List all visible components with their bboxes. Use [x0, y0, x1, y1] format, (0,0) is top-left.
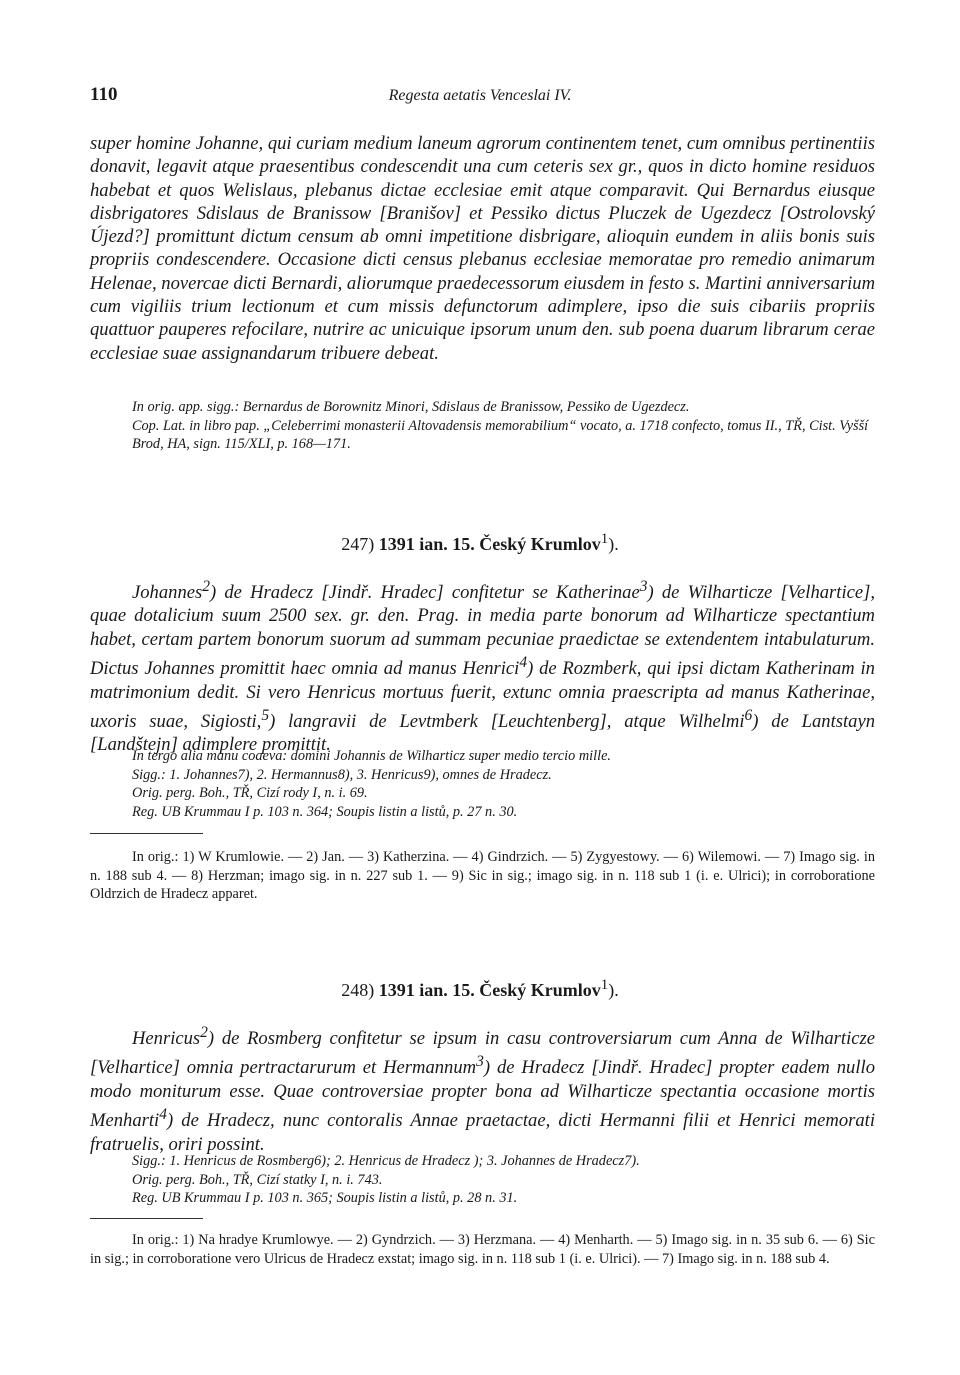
entry-247-footnotes: [90, 848, 875, 904]
entry-248-note-3: Reg. UB Krummau I p. 103 n. 365; Soupis listin a listů, p. 28 n. 31.: [132, 1190, 518, 1207]
entry-248-heading: 248) 1391 ian. 15. Český Krumlov$^1$).: [341, 977, 619, 1000]
entry-247-note-2: Sigg.: 1. Johannes7), 2. Hermannus8), 3. Henricus9), omnes de Hradecz.: [132, 766, 552, 783]
continuation-text: [90, 132, 875, 365]
entry-248-footnotes: [90, 1231, 875, 1268]
page-header: [90, 84, 870, 110]
entry-247-date: 1391 ian. 15. Český Krumlov: [378, 534, 601, 554]
continuation-paragraph: super homine Johanne, qui curiam medium laneum agrorum continentem tenet, cum omnibus pertinentiis donavit, legavit atque praesentibus condescendit una cum ceteris sex gr., quos in dicto homine residuos habebat et quos Welislaus, plebanus dictae ecclesiae emit atque comparavit. Qui Bernardus eiusque disbrigatores Sdislaus de Branissow [Branišov] et Pessiko dictus Pluczek de Ugezdecz [Ostrolovský Újezd?] promittunt dictum censum ab omni impetitione disbrigare, alioquin eundem in aliis bonis suis propriis condescendere. Occasione dicti census plebanus ecclesiae memoratae pro remedio animarum Helenae, novercae dicti Bernardi, aliorumque praedecessorum eiusdem in festo s. Martini anniversarium cum vigiliis trium lectionum et cum missis defunctorum adimplere, ipso die suis cibariis propriis quattuor pauperes refocilare, nutrire ac unicuique ipsorum unum den. sub poena duarum librarum cerae ecclesiae suae assignandarum tribuere debeat.: [90, 133, 875, 364]
footnote-rule-247: [90, 833, 203, 834]
entry-247-note-3: Orig. perg. Boh., TŘ, Cizí rody I, n. i. 69.: [132, 785, 368, 802]
entry-247-note-1: In tergo alia manu coaeva: domini Johannis de Wilharticz super medio tercio mille.: [132, 748, 612, 764]
entry-248-note-1: Sigg.: 1. Henricus de Rosmberg6); 2. Henricus de Hradecz ); 3. Johannes de Hradecz7).: [132, 1153, 640, 1169]
entry-248-note-2: Orig. perg. Boh., TŘ, Cizí statky I, n. i. 743.: [132, 1171, 383, 1188]
entry-248-paragraph: Henricus$^2$) de Rosmberg confitetur se ipsum in casu controversiarum cum Anna de Wilharticze [Velhartice] omnia pertractarurum et Hermannum$^3$) de Hradecz [Jindř. Hradec] propter eadem nullo modo moniturum esse. Quae controversiae propter bona ad Wilharticze spectantia occasione mortis Menharti$^4$) de Hradecz, nunc contoralis Annae praetactae, dicti Hermanni filii et Henrici memorati fratruelis, oriri possint.: [90, 1024, 875, 1155]
entry-247-heading: 247) 1391 ian. 15. Český Krumlov$^1$).: [341, 531, 619, 554]
page-number: 110: [90, 84, 118, 105]
running-title: Regesta aetatis Venceslai IV.: [388, 87, 572, 104]
entry-248-footnote: In orig.: 1) Na hradye Krumlowye. — 2) Gyndrzich. — 3) Herzmana. — 4) Menharth. — 5) Imago sig. in n. 35 sub 6. — 6) Sic in sig.; in corroboratione vero Ulricus de Hradecz exstat; imago sig. in n. 118 sub 1 (i. e. Ulrici). — 7) Imago sig. in n. 188 sub 4.: [90, 1232, 875, 1267]
entry-247-paragraph: Johannes$^2$) de Hradecz [Jindř. Hradec] confitetur se Katherinae$^3$) de Wilharticze [Velhartice], quae dotalicium suum 2500 sex. gr. den. Prag. in media parte bonorum ad Wilharticze spectantium habet, certam partem bonorum suorum ad summam pecuniae praedictae se extendentem intabulaturum. Dictus Johannes promittit haec omnia ad manus Henrici$^4$) de Rozmberk, qui ipsi dictam Katherinam in matrimonium dedit. Si vero Henricus mortuus fuerit, extunc omnia praescripta ad manus Katherinae, uxoris suae, Sigiosti,$^5$) langravii de Levtmberk [Leuchtenberg], atque Wilhelmi$^6$) de Lantstayn [Landštejn] adimplere promittit.: [90, 578, 876, 756]
entry-247-note-4: Reg. UB Krummau I p. 103 n. 364; Soupis listin a listů, p. 27 n. 30.: [132, 803, 518, 820]
continuation-notes: [90, 398, 875, 454]
entry-247-footnote: In orig.: 1) W Krumlowie. — 2) Jan. — 3) Katherzina. — 4) Gindrzich. — 5) Zygyestowy. — 6) Wilemowi. — 7) Imago sig. in n. 188 sub 4. — 8) Herzman; imago sig. in n. 227 sub 1. — 9) Sic in sig.; imago sig. in n. 118 sub 1 (i. e. Ulrici); in corroboratione Oldrzich de Hradecz apparet.: [90, 849, 875, 903]
entry-248-notes: [90, 1152, 875, 1208]
entry-248-heading-sup: 1: [600, 977, 609, 993]
entry-247-text: [90, 575, 875, 757]
entry-248-date: 1391 ian. 15. Český Krumlov: [378, 980, 601, 1000]
continuation-note-2: Cop. Lat. in libro pap. „Celeberrimi monasterii Altovadensis memorabilium“ vocato, a. 1718 confecto, tomus II., TŘ, Cist. Vyšší Brod, HA, sign. 115/XLI, p. 168—171.: [132, 417, 869, 453]
entry-248-number: 248): [341, 980, 375, 1000]
footnote-rule-248: [90, 1218, 203, 1219]
entry-247-heading-sup: 1: [600, 531, 609, 547]
continuation-note-1: In orig. app. sigg.: Bernardus de Borownitz Minori, Sdislaus de Branissow, Pessiko de Ugezdecz.: [132, 399, 690, 415]
entry-247-notes: [90, 747, 875, 821]
entry-248-text: [90, 1021, 875, 1156]
entry-247-number: 247): [341, 534, 375, 554]
